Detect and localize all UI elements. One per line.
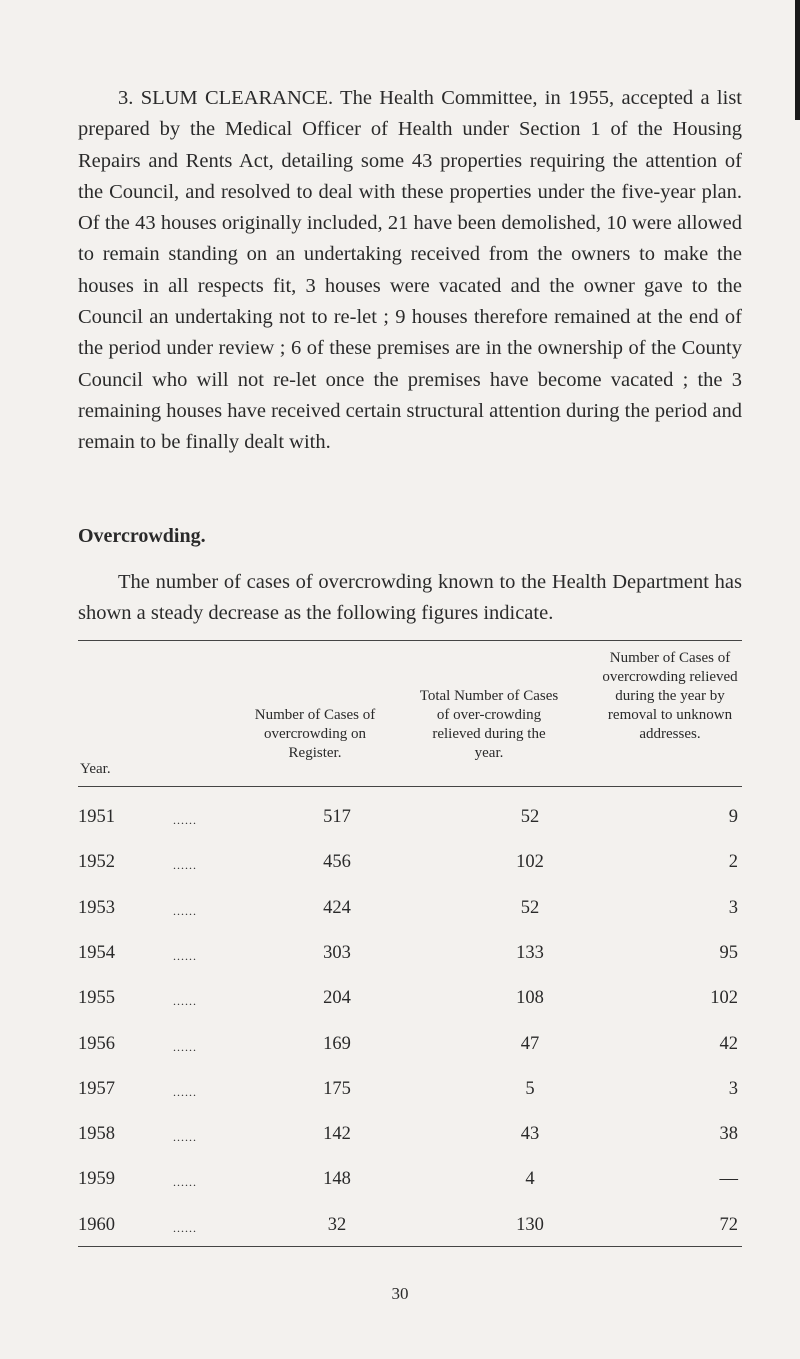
cell-relieved: 4 [525, 1169, 535, 1190]
cell-register: 32 [327, 1214, 347, 1235]
header-removal: Number of Cases of overcrowding relieved during the year by removal to unknown addresses. [602, 650, 738, 742]
cell-register: 169 [323, 1033, 351, 1054]
cell-register: 517 [323, 807, 351, 827]
cell-register: 204 [323, 988, 351, 1009]
cell-relieved: 47 [520, 1033, 540, 1054]
cell-relieved: 52 [520, 897, 540, 918]
overcrowding-paragraph: The number of cases of overcrowding known to the Health Department has shown a steady decrease as the following figures indicate. [78, 571, 742, 625]
table-row [78, 1169, 742, 1199]
slum-clearance-paragraph: 3. SLUM CLEARANCE. The Health Committee, in 1955, accepted a list prepared by the Medical Officer of Health under Section 1 of the Housing Repairs and Rents Act, detailing some 43 properties requiring the attention of the Council, and resolved to deal with these properties under the five-year plan. Of the 43 houses originally included, 21 have been demolished, 10 were allowed to remain standing on an undertaking received from the owners to make the houses in all respects fit, 3 houses were vacated and the owner gave to the Council an undertaking not to re-let ; 9 houses therefore remained at the end of the period under review ; 6 of these premises are in the ownership of the County Council who will not re-let once the premises have become vacated ; the 3 remaining houses have received certain structural attention during the period and remain to be finally dealt with. [78, 87, 742, 454]
cell-leader: ...... [173, 903, 197, 918]
cell-relieved: 43 [520, 1124, 540, 1145]
page-number: 30 [391, 1284, 409, 1303]
cell-removal: 2 [728, 852, 738, 873]
cell-removal: 42 [719, 1033, 738, 1054]
cell-leader: ...... [173, 1220, 197, 1235]
cell-leader: ...... [173, 1130, 197, 1145]
cell-leader: ...... [173, 858, 197, 873]
cell-year: 1953 [78, 897, 115, 918]
table-row [78, 1124, 742, 1154]
cell-year: 1954 [78, 942, 115, 963]
table-bottom-rule [78, 1246, 742, 1247]
cell-relieved: 108 [516, 988, 544, 1009]
cell-removal: 9 [728, 807, 738, 827]
table-row [78, 1215, 742, 1245]
table-top-rule [78, 640, 742, 641]
cell-removal: 3 [728, 897, 738, 918]
cell-removal: 102 [710, 988, 738, 1009]
cell-relieved: 52 [520, 807, 540, 827]
cell-register: 142 [323, 1124, 351, 1145]
table-row [78, 1034, 742, 1064]
table-row [78, 807, 742, 837]
table-header-rule [78, 786, 742, 787]
cell-leader: ...... [173, 1039, 197, 1054]
cell-removal: 3 [728, 1078, 738, 1099]
cell-register: 456 [323, 852, 351, 873]
header-relieved: Total Number of Cases of over-crowding relieved during the year. [419, 688, 559, 761]
cell-removal: 38 [719, 1124, 738, 1145]
cell-register: 303 [323, 942, 351, 963]
page-edge-mark [795, 0, 800, 120]
cell-register: 148 [323, 1169, 351, 1190]
cell-relieved: 5 [525, 1078, 535, 1099]
cell-year: 1955 [78, 988, 115, 1009]
cell-register: 175 [323, 1078, 351, 1099]
cell-removal: 95 [719, 942, 738, 963]
cell-year: 1960 [78, 1214, 115, 1235]
cell-relieved: 130 [516, 1214, 544, 1235]
cell-year: 1951 [78, 807, 115, 827]
table-row [78, 898, 742, 928]
cell-year: 1952 [78, 852, 115, 873]
cell-year: 1956 [78, 1033, 115, 1054]
table-row [78, 1079, 742, 1109]
cell-removal: — [719, 1169, 738, 1190]
cell-year: 1959 [78, 1169, 115, 1190]
table-row [78, 988, 742, 1018]
cell-removal: 72 [719, 1214, 738, 1235]
overcrowding-heading: Overcrowding. [78, 525, 206, 547]
cell-relieved: 133 [516, 942, 544, 963]
cell-leader: ...... [173, 948, 197, 963]
header-year: Year. [80, 761, 111, 777]
cell-year: 1957 [78, 1078, 115, 1099]
table-row [78, 852, 742, 882]
cell-relieved: 102 [516, 852, 544, 873]
cell-leader: ...... [173, 813, 197, 827]
cell-leader: ...... [173, 1175, 197, 1190]
cell-register: 424 [323, 897, 351, 918]
cell-leader: ...... [173, 1084, 197, 1099]
cell-leader: ...... [173, 994, 197, 1009]
cell-year: 1958 [78, 1124, 115, 1145]
header-register: Number of Cases of overcrowding on Register. [254, 707, 376, 761]
table-row [78, 943, 742, 973]
